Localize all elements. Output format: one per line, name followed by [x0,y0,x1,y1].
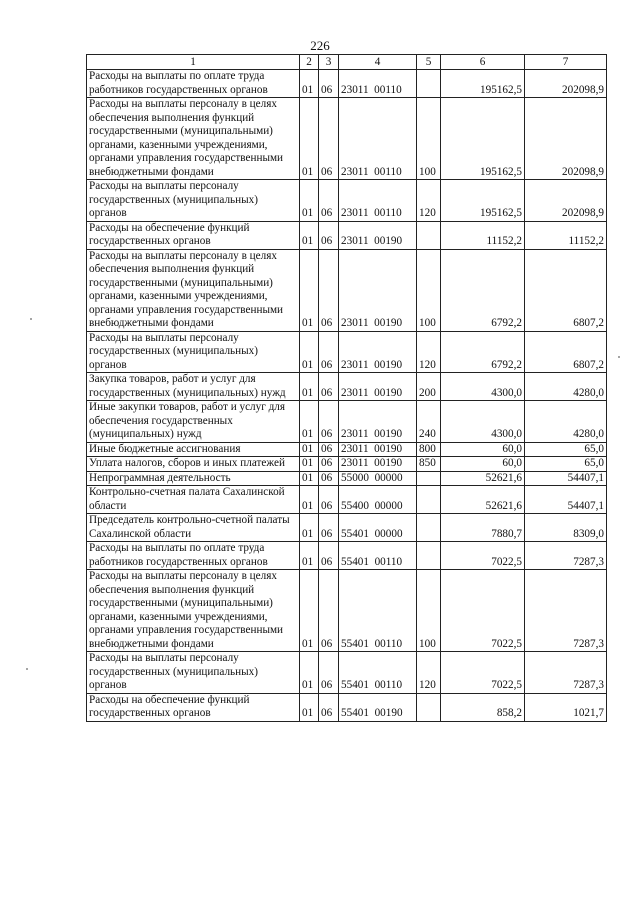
amount-year-1: 6792,2 [441,249,525,331]
amount-year-1: 6792,2 [441,331,525,373]
target-article-code: 55401 00000 [339,514,417,542]
expense-type-code: 100 [417,249,441,331]
amount-year-2: 7287,3 [525,542,607,570]
table-row [87,180,607,222]
expense-type-code: 850 [417,457,441,472]
table-row [87,331,607,373]
expense-type-code: 200 [417,373,441,401]
amount-year-2: 7287,3 [525,570,607,652]
item-name: Расходы на выплаты персоналу в целях обеспечения выполнения функций государственными (муниципальными) органами, казенными учреждениями, органами управления государственными внебюджетными фондами [87,98,300,180]
scan-speck [26,668,28,670]
table-row [87,70,607,98]
subsection-code: 06 [319,652,339,694]
item-name: Расходы на выплаты по оплате труда работников государственных органов [87,542,300,570]
amount-year-1: 60,0 [441,457,525,472]
amount-year-2: 1021,7 [525,693,607,721]
section-code: 01 [300,457,319,472]
amount-year-2: 202098,9 [525,70,607,98]
amount-year-2: 65,0 [525,457,607,472]
expense-type-code: 800 [417,442,441,457]
subsection-code: 06 [319,70,339,98]
item-name: Уплата налогов, сборов и иных платежей [87,457,300,472]
amount-year-1: 7022,5 [441,570,525,652]
amount-year-1: 7022,5 [441,542,525,570]
target-article-code: 23011 00190 [339,373,417,401]
subsection-code: 06 [319,457,339,472]
header-row [87,55,607,70]
subsection-code: 06 [319,570,339,652]
target-article-code: 23011 00190 [339,249,417,331]
section-code: 01 [300,98,319,180]
target-article-code: 23011 00110 [339,98,417,180]
target-article-code: 55401 00110 [339,652,417,694]
subsection-code: 06 [319,471,339,486]
amount-year-2: 11152,2 [525,221,607,249]
amount-year-2: 202098,9 [525,180,607,222]
amount-year-2: 54407,1 [525,471,607,486]
item-name: Расходы на выплаты по оплате труда работников государственных органов [87,70,300,98]
expense-type-code [417,486,441,514]
expense-type-code [417,471,441,486]
amount-year-1: 195162,5 [441,98,525,180]
section-code: 01 [300,570,319,652]
subsection-code: 06 [319,542,339,570]
expense-type-code: 100 [417,570,441,652]
amount-year-2: 6807,2 [525,249,607,331]
amount-year-1: 7880,7 [441,514,525,542]
amount-year-1: 52621,6 [441,471,525,486]
page-number: 226 [310,38,330,53]
subsection-code: 06 [319,249,339,331]
amount-year-2: 6807,2 [525,331,607,373]
target-article-code: 55400 00000 [339,486,417,514]
table-row [87,570,607,652]
item-name: Председатель контрольно-счетной палаты Сахалинской области [87,514,300,542]
item-name: Расходы на обеспечение функций государственных органов [87,221,300,249]
amount-year-1: 52621,6 [441,486,525,514]
target-article-code: 23011 00190 [339,442,417,457]
expense-type-code [417,221,441,249]
subsection-code: 06 [319,486,339,514]
item-name: Иные бюджетные ассигнования [87,442,300,457]
amount-year-1: 858,2 [441,693,525,721]
target-article-code: 23011 00190 [339,221,417,249]
expense-type-code [417,693,441,721]
section-code: 01 [300,249,319,331]
amount-year-1: 11152,2 [441,221,525,249]
expense-type-code: 120 [417,180,441,222]
subsection-code: 06 [319,401,339,443]
item-name: Расходы на обеспечение функций государственных органов [87,693,300,721]
target-article-code: 23011 00190 [339,401,417,443]
section-code: 01 [300,542,319,570]
section-code: 01 [300,514,319,542]
column-header: 1 [87,55,300,70]
table-row [87,457,607,472]
table-row [87,373,607,401]
section-code: 01 [300,442,319,457]
section-code: 01 [300,486,319,514]
column-header: 6 [441,55,525,70]
table-row [87,693,607,721]
table-row [87,471,607,486]
amount-year-2: 202098,9 [525,98,607,180]
item-name: Расходы на выплаты персоналу государственных (муниципальных) органов [87,180,300,222]
table-row [87,249,607,331]
subsection-code: 06 [319,331,339,373]
target-article-code: 55401 00110 [339,570,417,652]
target-article-code: 23011 00110 [339,70,417,98]
target-article-code: 55401 00190 [339,693,417,721]
section-code: 01 [300,652,319,694]
target-article-code: 23011 00190 [339,457,417,472]
target-article-code: 23011 00190 [339,331,417,373]
scan-speck [618,356,620,358]
scan-speck [30,318,32,320]
expense-type-code [417,70,441,98]
target-article-code: 55000 00000 [339,471,417,486]
column-header: 4 [339,55,417,70]
subsection-code: 06 [319,180,339,222]
budget-table [86,54,607,722]
section-code: 01 [300,180,319,222]
item-name: Расходы на выплаты персоналу в целях обеспечения выполнения функций государственными (муниципальными) органами, казенными учреждениями, органами управления государственными внебюджетными фондами [87,249,300,331]
section-code: 01 [300,373,319,401]
subsection-code: 06 [319,514,339,542]
item-name: Закупка товаров, работ и услуг для государственных (муниципальных) нужд [87,373,300,401]
subsection-code: 06 [319,693,339,721]
section-code: 01 [300,70,319,98]
amount-year-1: 60,0 [441,442,525,457]
expense-type-code: 240 [417,401,441,443]
subsection-code: 06 [319,373,339,401]
table-row [87,486,607,514]
expense-type-code: 120 [417,331,441,373]
amount-year-1: 4300,0 [441,401,525,443]
column-header: 5 [417,55,441,70]
amount-year-2: 54407,1 [525,486,607,514]
item-name: Непрограммная деятельность [87,471,300,486]
section-code: 01 [300,693,319,721]
column-header: 7 [525,55,607,70]
table-body [87,70,607,722]
section-code: 01 [300,221,319,249]
subsection-code: 06 [319,98,339,180]
amount-year-1: 4300,0 [441,373,525,401]
expense-type-code: 120 [417,652,441,694]
table-row [87,652,607,694]
item-name: Иные закупки товаров, работ и услуг для обеспечения государственных (муниципальных) нужд [87,401,300,443]
table-row [87,514,607,542]
section-code: 01 [300,471,319,486]
expense-type-code [417,542,441,570]
amount-year-1: 195162,5 [441,70,525,98]
amount-year-2: 65,0 [525,442,607,457]
amount-year-2: 8309,0 [525,514,607,542]
item-name: Контрольно-счетная палата Сахалинской области [87,486,300,514]
table-row [87,221,607,249]
subsection-code: 06 [319,442,339,457]
column-header: 2 [300,55,319,70]
expense-type-code [417,514,441,542]
section-code: 01 [300,331,319,373]
amount-year-2: 4280,0 [525,373,607,401]
item-name: Расходы на выплаты персоналу в целях обеспечения выполнения функций государственными (муниципальными) органами, казенными учреждениями, органами управления государственными внебюджетными фондами [87,570,300,652]
table-row [87,442,607,457]
column-header: 3 [319,55,339,70]
table-row [87,401,607,443]
item-name: Расходы на выплаты персоналу государственных (муниципальных) органов [87,652,300,694]
item-name: Расходы на выплаты персоналу государственных (муниципальных) органов [87,331,300,373]
target-article-code: 55401 00110 [339,542,417,570]
amount-year-1: 7022,5 [441,652,525,694]
table-row [87,98,607,180]
amount-year-2: 4280,0 [525,401,607,443]
amount-year-1: 195162,5 [441,180,525,222]
table-row [87,542,607,570]
expense-type-code: 100 [417,98,441,180]
amount-year-2: 7287,3 [525,652,607,694]
target-article-code: 23011 00110 [339,180,417,222]
subsection-code: 06 [319,221,339,249]
section-code: 01 [300,401,319,443]
